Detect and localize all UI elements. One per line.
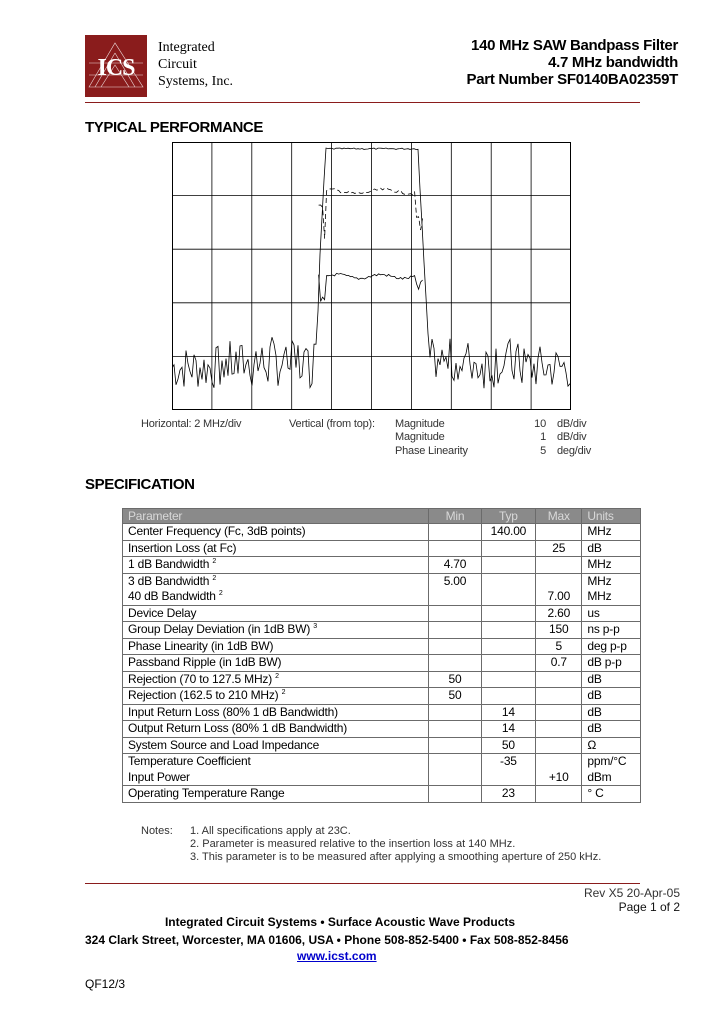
revision: Rev X5 20-Apr-05 <box>583 886 680 900</box>
unit-text: dB p-p <box>587 655 622 669</box>
footer-company: Integrated Circuit Systems • Surface Acoustic Wave Products <box>164 915 516 929</box>
spec-row <box>123 605 641 622</box>
max-text: 7.00 <box>547 589 571 603</box>
footnote-ref: 2 <box>218 590 223 597</box>
param-cell <box>123 671 429 688</box>
typ-cell <box>481 770 535 786</box>
typ-text: 14 <box>501 704 515 719</box>
unit-cell <box>582 704 641 721</box>
trace-name-3: Phase Linearity <box>395 445 468 457</box>
unit-text: dBm <box>587 769 612 784</box>
max-cell <box>536 573 582 589</box>
product-title: 140 MHz SAW Bandpass Filter <box>471 37 678 54</box>
footnote-ref: 2 <box>281 689 286 696</box>
param-text: Output Return Loss (80% 1 dB Bandwidth) <box>128 721 347 735</box>
footnote-ref: 3 <box>313 623 317 630</box>
typ-cell <box>481 671 535 688</box>
typ-text: 14 <box>501 721 515 735</box>
trace-value-1: 10 <box>534 418 546 430</box>
param-cell <box>123 557 429 574</box>
header-rule <box>85 102 640 103</box>
unit-cell <box>582 589 641 605</box>
spec-row <box>123 573 641 589</box>
unit-cell <box>582 605 641 622</box>
min-cell <box>429 589 481 605</box>
unit-cell <box>582 622 641 639</box>
spec-row <box>123 770 641 786</box>
param-text: Rejection (162.5 to 210 MHz) <box>128 688 279 702</box>
unit-cell <box>582 754 641 770</box>
param-text: Temperature Coefficient <box>128 754 251 768</box>
max-cell <box>536 540 582 557</box>
unit-cell <box>582 638 641 655</box>
unit-text: MHz <box>587 557 612 571</box>
spec-header-row <box>123 509 641 524</box>
param-cell <box>123 573 429 589</box>
param-text: Input Power <box>128 769 190 784</box>
min-cell <box>429 540 481 557</box>
trace-name-1: Magnitude <box>395 418 445 430</box>
typ-cell <box>481 754 535 770</box>
typ-text: 50 <box>501 737 515 752</box>
min-cell <box>429 524 481 541</box>
spec-row <box>123 704 641 721</box>
unit-text: deg p-p <box>587 638 627 653</box>
param-text: Rejection (70 to 127.5 MHz) <box>128 671 273 686</box>
typ-text: -35 <box>500 754 517 768</box>
min-cell <box>429 557 481 574</box>
max-cell <box>536 737 582 754</box>
param-cell <box>123 589 429 605</box>
unit-cell <box>582 786 641 803</box>
min-cell <box>429 737 481 754</box>
spec-row <box>123 557 641 574</box>
unit-cell <box>582 721 641 738</box>
spec-row <box>123 589 641 605</box>
param-text: Input Return Loss (80% 1 dB Bandwidth) <box>128 704 338 719</box>
min-text: 50 <box>448 671 462 686</box>
footer-website <box>297 949 377 963</box>
min-text: 50 <box>448 688 462 702</box>
typ-cell <box>481 589 535 605</box>
param-text: Insertion Loss (at Fc) <box>128 540 237 555</box>
typ-text: 23 <box>501 786 515 800</box>
unit-cell <box>582 655 641 672</box>
max-text: 150 <box>549 622 569 636</box>
param-cell <box>123 770 429 786</box>
footnote-ref: 2 <box>275 672 279 680</box>
company-name-3: Systems, Inc. <box>158 74 234 89</box>
unit-cell <box>582 688 641 705</box>
spec-row <box>123 622 641 639</box>
unit-text: dB <box>587 688 602 702</box>
trace-unit-2: dB/div <box>557 431 587 443</box>
unit-text: MHz <box>587 573 612 588</box>
ics-logo <box>85 35 147 97</box>
unit-text: ppm/°C <box>587 754 627 768</box>
website-link[interactable]: www.icst.com <box>297 949 377 963</box>
max-text: 2.60 <box>547 605 571 620</box>
header-units: Units <box>582 509 641 524</box>
param-cell <box>123 737 429 754</box>
param-text: 1 dB Bandwidth <box>128 557 210 571</box>
spec-row <box>123 540 641 557</box>
spec-row <box>123 688 641 705</box>
param-text: 3 dB Bandwidth <box>128 573 210 588</box>
footnote-ref: 2 <box>212 558 217 565</box>
trace-value-2: 1 <box>540 431 546 443</box>
unit-text: ns p-p <box>587 622 620 636</box>
form-number: QF12/3 <box>85 977 126 991</box>
max-cell <box>536 721 582 738</box>
performance-title: TYPICAL PERFORMANCE <box>85 119 263 136</box>
spec-row <box>123 638 641 655</box>
note-2: 2. Parameter is measured relative to the insertion loss at 140 MHz. <box>190 838 516 850</box>
min-cell <box>429 688 481 705</box>
param-cell <box>123 655 429 672</box>
spec-row <box>123 721 641 738</box>
performance-chart <box>172 142 571 410</box>
unit-cell <box>582 770 641 786</box>
max-cell <box>536 622 582 639</box>
max-text: 0.7 <box>550 655 567 669</box>
vertical-label: Vertical (from top): <box>289 418 375 430</box>
header-min: Min <box>429 509 481 524</box>
spec-row <box>123 524 641 541</box>
typ-cell <box>481 786 535 803</box>
param-text: 40 dB Bandwidth <box>128 589 216 603</box>
unit-cell <box>582 524 641 541</box>
footer-rule <box>85 883 640 884</box>
part-number: Part Number SF0140BA02359T <box>466 71 678 88</box>
unit-cell <box>582 557 641 574</box>
min-cell <box>429 786 481 803</box>
unit-text: dB <box>587 704 602 719</box>
max-cell <box>536 655 582 672</box>
logo-text: ICS <box>97 55 135 81</box>
horizontal-scale: Horizontal: 2 MHz/div <box>141 418 242 430</box>
typ-cell <box>481 638 535 655</box>
min-cell <box>429 671 481 688</box>
min-cell <box>429 655 481 672</box>
note-3: 3. This parameter is to be measured after applying a smoothing aperture of 250 kHz. <box>190 851 602 863</box>
min-text: 5.00 <box>443 573 467 588</box>
specification-title: SPECIFICATION <box>85 476 195 493</box>
max-cell <box>536 688 582 705</box>
max-cell <box>536 754 582 770</box>
company-name-2: Circuit <box>158 57 197 72</box>
spec-row <box>123 754 641 770</box>
param-cell <box>123 622 429 639</box>
min-cell <box>429 605 481 622</box>
unit-cell <box>582 573 641 589</box>
param-cell <box>123 704 429 721</box>
unit-cell <box>582 671 641 688</box>
trace-name-2: Magnitude <box>395 431 445 443</box>
unit-text: MHz <box>587 524 612 538</box>
param-cell <box>123 605 429 622</box>
typ-cell <box>481 622 535 639</box>
typ-cell <box>481 655 535 672</box>
company-name-1: Integrated <box>158 40 215 55</box>
min-cell <box>429 754 481 770</box>
typ-cell <box>481 524 535 541</box>
min-cell <box>429 622 481 639</box>
spec-row <box>123 786 641 803</box>
unit-text: dB <box>587 721 602 735</box>
max-cell <box>536 704 582 721</box>
header-typ: Typ <box>481 509 535 524</box>
unit-text: dB <box>587 671 602 686</box>
product-bandwidth: 4.7 MHz bandwidth <box>548 54 678 71</box>
max-text: 5 <box>555 638 562 653</box>
typ-cell <box>481 721 535 738</box>
typ-cell <box>481 540 535 557</box>
typ-text: 140.00 <box>490 524 527 538</box>
header-max: Max <box>536 509 582 524</box>
max-cell <box>536 770 582 786</box>
spec-row <box>123 671 641 688</box>
max-cell <box>536 589 582 605</box>
max-text: +10 <box>548 769 569 784</box>
max-cell <box>536 671 582 688</box>
min-cell <box>429 721 481 738</box>
typ-cell <box>481 573 535 589</box>
param-cell <box>123 638 429 655</box>
min-cell <box>429 573 481 589</box>
unit-text: ° C <box>587 786 604 800</box>
notes-label: Notes: <box>141 825 173 837</box>
param-text: Center Frequency (Fc, 3dB points) <box>128 524 306 538</box>
unit-cell <box>582 737 641 754</box>
max-cell <box>536 557 582 574</box>
trace-unit-1: dB/div <box>557 418 587 430</box>
trace-value-3: 5 <box>540 445 546 457</box>
max-cell <box>536 638 582 655</box>
unit-text: Ω <box>587 737 597 752</box>
page-number: Page 1 of 2 <box>618 900 680 914</box>
footer-address: 324 Clark Street, Worcester, MA 01606, USA • Phone 508-852-5400 • Fax 508-852-8456 <box>85 933 569 947</box>
unit-text: MHz <box>587 589 612 603</box>
specification-table <box>122 508 641 803</box>
min-cell <box>429 770 481 786</box>
typ-cell <box>481 704 535 721</box>
max-cell <box>536 524 582 541</box>
param-cell <box>123 754 429 770</box>
param-cell <box>123 721 429 738</box>
max-text: 25 <box>552 540 566 555</box>
header-parameter: Parameter <box>123 509 429 524</box>
spec-row <box>123 655 641 672</box>
max-cell <box>536 605 582 622</box>
param-cell <box>123 524 429 541</box>
typ-cell <box>481 688 535 705</box>
param-text: Operating Temperature Range <box>128 786 285 800</box>
max-cell <box>536 786 582 803</box>
note-1: 1. All specifications apply at 23C. <box>190 825 351 837</box>
param-text: System Source and Load Impedance <box>128 737 320 752</box>
param-text: Group Delay Deviation (in 1dB BW) <box>128 622 311 636</box>
min-cell <box>429 638 481 655</box>
typ-cell <box>481 737 535 754</box>
trace-unit-3: deg/div <box>557 445 592 457</box>
typ-cell <box>481 557 535 574</box>
param-cell <box>123 688 429 705</box>
min-cell <box>429 704 481 721</box>
footnote-ref: 2 <box>212 574 217 582</box>
param-text: Passband Ripple (in 1dB BW) <box>128 655 282 669</box>
unit-text: dB <box>587 540 602 555</box>
param-text: Phase Linearity (in 1dB BW) <box>128 638 274 653</box>
param-cell <box>123 786 429 803</box>
spec-row <box>123 737 641 754</box>
typ-cell <box>481 605 535 622</box>
param-text: Device Delay <box>128 605 197 620</box>
param-cell <box>123 540 429 557</box>
min-text: 4.70 <box>443 557 467 571</box>
unit-cell <box>582 540 641 557</box>
unit-text: us <box>587 605 600 620</box>
